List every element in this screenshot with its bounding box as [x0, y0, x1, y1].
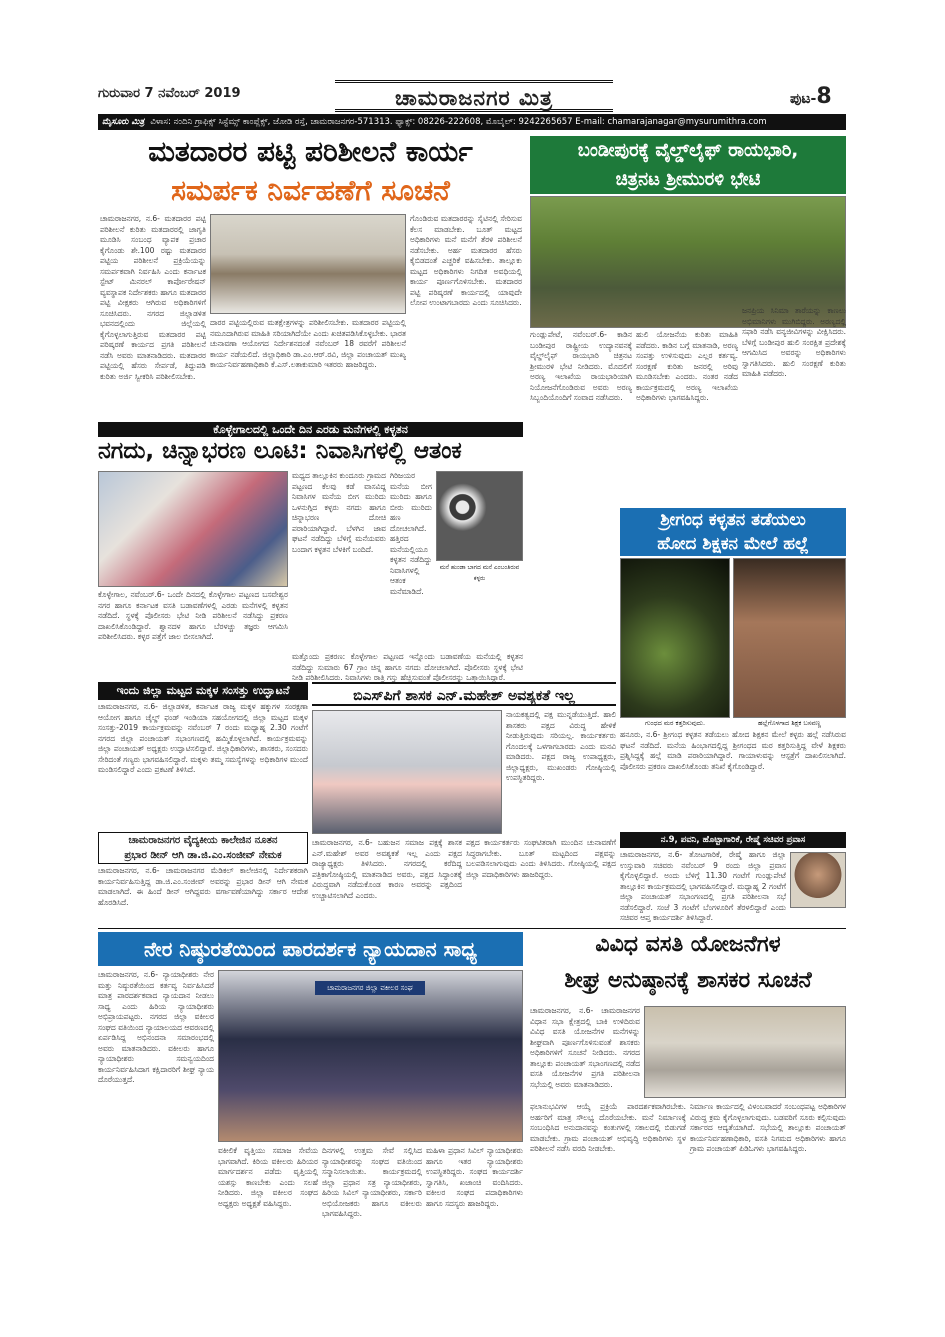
info-bar-brand: ಮೈಸೂರು ಮಿತ್ರ	[102, 117, 145, 127]
article2-headline2: ಚಿತ್ರನಟ ಶ್ರೀಮುರಳಿ ಭೇಟಿ	[530, 166, 846, 194]
article7-body2: ಪಕ್ಷದ ಕಾರ್ಯಕರ್ತರು ಸಂಘಟಿತರಾಗಿ ಮುಂದಿನ ಚುನಾವಣೆಗೆ ಸಿದ್ಧರಾಗಬೇಕು. ಬೂತ್ ಮಟ್ಟದಿಂದ ಪಕ್ಷವನ್ನು ಬಲಪಡಿಸಲಾಗುವುದು ಎಂದು ತಿಳಿಸಿದರು. ಗೋಷ್ಠಿಯಲ್ಲಿ ಪಕ್ಷದ ಜಿಲ್ಲಾ ಪದಾಧಿಕಾರಿಗಳು ಹಾಜರಿದ್ದರು.	[466, 838, 616, 879]
article2-body3: ಜನಪ್ರಿಯ ಸಿನಿಮಾ ತಾರೆಯನ್ನು ಕಾಣಲು ಅಭಿಮಾನಿಗಳು ಮುಗಿಬಿದ್ದರು. ಅರಣ್ಯದಲ್ಲಿ ಸಫಾರಿ ನಡೆಸಿ ವನ್ಯಜೀವಿಗಳನ್ನು ವೀಕ್ಷಿಸಿದರು. ಬೆಳಿಗ್ಗೆ ಬಂಡೀಪುರ ಹುಲಿ ಸಂರಕ್ಷಿತ ಪ್ರದೇಶಕ್ಕೆ ಆಗಮಿಸಿದ ಅವರನ್ನು ಅಧಿಕಾರಿಗಳು ಸ್ವಾಗತಿಸಿದರು. ಹುಲಿ ಸಂರಕ್ಷಣೆ ಕುರಿತು ಮಾಹಿತಿ ಪಡೆದರು.	[742, 306, 846, 378]
page-number-label	[790, 84, 832, 109]
page-number: 8	[816, 84, 832, 109]
article4-body: ಹನೂರು, ನ.6- ಶ್ರೀಗಂಧ ಕಳ್ಳತನ ತಡೆಯಲು ಹೋದ ಶಿಕ್ಷಕನ ಮೇಲೆ ಕಳ್ಳರು ಹಲ್ಲೆ ನಡೆಸಿರುವ ಘಟನೆ ನಡೆದಿದೆ. ಮನೆಯ ಹಿಂಭಾಗದಲ್ಲಿದ್ದ ಶ್ರೀಗಂಧದ ಮರ ಕತ್ತರಿಸುತ್ತಿದ್ದ ವೇಳೆ ಶಿಕ್ಷಕರು ಪ್ರಶ್ನಿಸಿದ್ದಕ್ಕೆ ಹಲ್ಲೆ ಮಾಡಿ ಪರಾರಿಯಾಗಿದ್ದಾರೆ. ಗಾಯಾಳುವನ್ನು ಆಸ್ಪತ್ರೆಗೆ ದಾಖಲಿಸಲಾಗಿದೆ. ಪೊಲೀಸರು ಪ್ರಕರಣ ದಾಖಲಿಸಿಕೊಂಡು ತನಿಖೆ ಕೈಗೊಂಡಿದ್ದಾರೆ.	[620, 730, 846, 771]
article1-headline2: ಸಮರ್ಪಕ ನಿರ್ವಹಣೆಗೆ ಸೂಚನೆ	[171, 174, 450, 207]
article4-headline1: ಶ್ರೀಗಂಧ ಕಳ್ಳತನ ತಡೆಯಲು	[660, 510, 806, 530]
article3-photo-room	[98, 471, 288, 587]
article4-headline	[620, 508, 846, 556]
article6-body: ಚಾಮರಾಜನಗರ, ನ.6- ಚಾಮರಾಜನಗರ ಮೆಡಿಕಲ್ ಕಾಲೇಜಿನಲ್ಲಿ ನಿರ್ದೇಶಕರಾಗಿ ಕಾರ್ಯನಿರ್ವಹಿಸುತ್ತಿದ್ದ ಡಾ.ಜಿ.ಎಂ.ಸಂಜೀವ್ ಅವರನ್ನು ಪ್ರಭಾರ ಡೀನ್ ಆಗಿ ನೇಮಕ ಮಾಡಲಾಗಿದೆ. ಈ ಹಿಂದೆ ಡೀನ್ ಆಗಿದ್ದವರು ವರ್ಗಾವಣೆಯಾಗಿದ್ದು ಸರ್ಕಾರ ಆದೇಶ ಹೊರಡಿಸಿದೆ.	[98, 866, 308, 907]
article3-body1: ಮಧ್ಯದ ತಾಲ್ಲೂಕಿನ ಕುಂದೂರು ಗ್ರಾಮದ ಪಟ್ಟಣದ ಕೆಲವು ಕಡೆ ವಾಸವಿದ್ದ ನಿವಾಸಿಗಳ ಮನೆಯ ಬೀಗ ಮುರಿದು ಒಳನುಗ್ಗಿದ ಕಳ್ಳರು ನಗದು ಹಾಗೂ ಚಿನ್ನಾಭರಣ ದೋಚಿ ಪರಾರಿಯಾಗಿದ್ದಾರೆ. ಬೆಳಗಿನ ಜಾವ ಘಟನೆ ನಡೆದಿದ್ದು ಬೆಳಿಗ್ಗೆ ಮನೆಯವರು ಬಂದಾಗ ಕಳ್ಳತನ ಬೆಳಕಿಗೆ ಬಂದಿದೆ.	[292, 471, 386, 554]
article2-headline1: ಬಂಡೀಪುರಕ್ಕೆ ವೈಲ್ಡ್‌ಲೈಫ್ ರಾಯಭಾರಿ,	[530, 136, 846, 166]
article3-headline: ನಗದು, ಚಿನ್ನಾಭರಣ ಲೂಟಿ: ನಿವಾಸಿಗಳಲ್ಲಿ ಆತಂಕ	[98, 438, 462, 464]
article9-stage-banner: ಚಾಮರಾಜನಗರ ಜಿಲ್ಲಾ ವಕೀಲರ ಸಂಘ	[315, 981, 425, 995]
page-label: ಪುಟ-	[790, 91, 817, 107]
info-bar-text: ವಿಳಾಸ: ನಂದಿನಿ ಗ್ರಾಫಿಕ್ಸ್ ಸಿಸ್ಟೆಮ್ಸ್ ಕಾಂಪ್ಲೆಕ್ಸ್, ಜೋಡಿ ರಸ್ತೆ, ಚಾಮರಾಜನಗರ-571313. ಫ್ಯಾಕ್ಸ್: 08226-222608, ಮೊಬೈಲ್: 9242265657 E-mail: chamarajanagar@mysurumithra.com	[150, 117, 767, 127]
article9-body2: ವಕೀಲಿಕೆ ವೃತ್ತಿಯು ಸಮಾಜ ಸೇವೆಯ ಭಾಗವಾಗಿದೆ. ಕಿರಿಯ ವಕೀಲರು ಹಿರಿಯರ ಮಾರ್ಗದರ್ಶನ ಪಡೆದು ವೃತ್ತಿಯಲ್ಲಿ ಯಶಸ್ಸು ಕಾಣಬೇಕು ಎಂದು ಸಲಹೆ ನೀಡಿದರು. ಜಿಲ್ಲಾ ವಕೀಲರ ಸಂಘದ ಅಧ್ಯಕ್ಷರು ಅಧ್ಯಕ್ಷತೆ ವಹಿಸಿದ್ದರು.	[218, 1146, 318, 1208]
article1-body-mid: ಗೊಂಡಿರುವ ಮತದಾರರನ್ನು ಸೈಟಿನಲ್ಲಿ ಸೇರಿಸುವ ಕೆಲಸ ಮಾಡಬೇಕು. ಬೂತ್ ಮಟ್ಟದ ಅಧಿಕಾರಿಗಳು ಮನೆ ಮನೆಗೆ ತೆರಳಿ ಪರಿಶೀಲನೆ ನಡೆಸಬೇಕು. ಅರ್ಹ ಮತದಾರರ ಹೆಸರು ಕೈಬಿಡದಂತೆ ಎಚ್ಚರಿಕೆ ವಹಿಸಬೇಕು. ತಾಲ್ಲೂಕು ಮಟ್ಟದ ಅಧಿಕಾರಿಗಳು ನಿಗದಿತ ಅವಧಿಯಲ್ಲಿ ಕಾರ್ಯ ಪೂರ್ಣಗೊಳಿಸಬೇಕು. ಮತದಾರರ ಪಟ್ಟಿ ಪರಿಷ್ಕರಣೆ ಕಾರ್ಯದಲ್ಲಿ ಯಾವುದೇ ಲೋಪ ಉಂಟಾಗಬಾರದು ಎಂದು ಸೂಚಿಸಿದರು.	[410, 214, 522, 307]
article9-body3: ದಿನಗಳಲ್ಲಿ ಉತ್ತಮ ಸೇವೆ ಸಲ್ಲಿಸಿದ ನ್ಯಾಯಾಧೀಶರನ್ನು ಸಂಘದ ವತಿಯಿಂದ ಸನ್ಮಾನಿಸಲಾಯಿತು. ಕಾರ್ಯಕ್ರಮದಲ್ಲಿ ಜಿಲ್ಲಾ ಪ್ರಧಾನ ಸತ್ರ ನ್ಯಾಯಾಧೀಶರು, ಹಿರಿಯ ಸಿವಿಲ್ ನ್ಯಾಯಾಧೀಶರು, ಸರ್ಕಾರಿ ಅಭಿಯೋಜಕರು ಹಾಗೂ ವಕೀಲರು ಭಾಗವಹಿಸಿದ್ದರು.	[322, 1146, 422, 1218]
article2-body2: ಹುಲಿ ಯೋಜನೆಯ ಕುರಿತು ಮಾಹಿತಿ ಪಡೆದರು. ಕಾಡಿನ ಬಗ್ಗೆ ಮಾತನಾಡಿ, ಅರಣ್ಯ ಸಂಪತ್ತು ಉಳಿಸುವುದು ಎಲ್ಲರ ಕರ್ತವ್ಯ. ಸಂರಕ್ಷಣೆ ಕುರಿತು ಜನರಲ್ಲಿ ಅರಿವು ಮೂಡಿಸಬೇಕು ಎಂದರು. ನಂತರ ನಡೆದ ಕಾರ್ಯಕ್ರಮದಲ್ಲಿ ಅರಣ್ಯ ಇಲಾಖೆಯ ಅಧಿಕಾರಿಗಳು ಭಾಗವಹಿಸಿದ್ದರು.	[636, 330, 738, 402]
article10-body2: ನಿರ್ಮಾಣ ಕಾರ್ಯದಲ್ಲಿ ವಿಳಂಬವಾದರೆ ಸಂಬಂಧಪಟ್ಟ ಅಧಿಕಾರಿಗಳ ವಿರುದ್ಧ ಕ್ರಮ ಕೈಗೊಳ್ಳಲಾಗುವುದು. ಬಡವರಿಗೆ ಸೂರು ಕಲ್ಪಿಸುವುದು ಸರ್ಕಾರದ ಆದ್ಯತೆಯಾಗಿದೆ. ಸಭೆಯಲ್ಲಿ ತಾಲ್ಲೂಕು ಪಂಚಾಯತ್ ಕಾರ್ಯನಿರ್ವಹಣಾಧಿಕಾರಿ, ವಸತಿ ನಿಗಮದ ಅಧಿಕಾರಿಗಳು ಹಾಗೂ ಗ್ರಾಮ ಪಂಚಾಯತ್ ಪಿಡಿಓಗಳು ಭಾಗವಹಿಸಿದ್ದರು.	[690, 1102, 846, 1153]
issue-date: ಗುರುವಾರ 7 ನವೆಂಬರ್ 2019	[98, 86, 241, 101]
article4-caption-right: ಹಲ್ಲೆಗೊಳಗಾದ ಶಿಕ್ಷಕ ಬಸವಣ್ಣ	[733, 718, 846, 728]
article3-body4: ಮತ್ತೊಂದು ಪ್ರಕರಣ: ಕೊಳ್ಳೇಗಾಲ ಪಟ್ಟಣದ ಇನ್ನೊಂದು ಬಡಾವಣೆಯ ಮನೆಯಲ್ಲಿ ಕಳ್ಳತನ ನಡೆದಿದ್ದು ಸುಮಾರು 67 ಗ್ರಾಂ ಚಿನ್ನ ಹಾಗೂ ನಗದು ದೋಚಲಾಗಿದೆ. ಪೊಲೀಸರು ಸ್ಥಳಕ್ಕೆ ಭೇಟಿ ನೀಡಿ ಪರಿಶೀಲಿಸಿದರು. ನಿವಾಸಿಗಳು ರಾತ್ರಿ ಗಸ್ತು ಹೆಚ್ಚಿಸುವಂತೆ ಪೊಲೀಸರನ್ನು ಒತ್ತಾಯಿಸಿದ್ದಾರೆ.	[292, 652, 523, 682]
article3-photo-cloth	[436, 471, 523, 561]
article6-headline1: ಚಾಮರಾಜನಗರ ವೈದ್ಯಕೀಯ ಕಾಲೇಜಿನ ನೂತನ	[128, 835, 278, 846]
article7-photo-press	[312, 710, 502, 834]
article1-photo-meeting	[210, 214, 406, 314]
article6-headline	[98, 832, 308, 864]
article4-photo-tree	[620, 558, 730, 718]
article3-body2: ಗಿರಿಜಯರ ಮನೆಯ ಬೀಗ ಮುರಿದು ಹಾಗೂ ಬೀರು ಮುರಿದು ಹಣ ದೋಚಲಾಗಿದೆ. ಹತ್ತಿರದ ಮನೆಯಲ್ಲಿಯೂ ಕಳ್ಳತನ ನಡೆದಿದ್ದು ನಿವಾಸಿಗಳಲ್ಲಿ ಆತಂಕ ಮನೆಮಾಡಿದೆ.	[390, 471, 432, 596]
article1-body-left: ಚಾಮರಾಜನಗರ, ನ.6- ಮತದಾರರ ಪಟ್ಟಿ ಪರಿಶೀಲನೆ ಕುರಿತು ಮತದಾರರಲ್ಲಿ ಜಾಗೃತಿ ಮೂಡಿಸಿ ಸಂಬಂಧ ವ್ಯಾಪಕ ಪ್ರಚಾರ ಕೈಗೊಂಡು ಶೇ.100 ರಷ್ಟು ಮತದಾರರ ಪಟ್ಟಿಯ ಪರಿಶೀಲನೆ ಪ್ರಕ್ರಿಯೆಯನ್ನು ಸಮರ್ಪಕವಾಗಿ ನಿರ್ವಹಿಸಿ ಎಂದು ಕರ್ನಾಟಕ ಸ್ಟೇಟ್ ಮಿನರಲ್ ಕಾರ್ಪೋರೇಷನ್ ವ್ಯವಸ್ಥಾಪಕ ನಿರ್ದೇಶಕರು ಹಾಗೂ ಮತದಾರರ ಪಟ್ಟಿ ವೀಕ್ಷಕರು ಆಗಿರುವ ಅಧಿಕಾರಿಗಳಿಗೆ ಸೂಚಿಸಿದರು. ನಗರದ ಜಿಲ್ಲಾಡಳಿತ ಭವನದಲ್ಲಿಂದು ಜಿಲ್ಲೆಯಲ್ಲಿ ಕೈಗೊಳ್ಳಲಾಗುತ್ತಿರುವ ಮತದಾರರ ಪಟ್ಟಿ ಪರಿಷ್ಕರಣೆ ಕಾರ್ಯದ ಪ್ರಗತಿ ಪರಿಶೀಲನೆ ನಡೆಸಿ ಅವರು ಮಾತನಾಡಿದರು. ಮತದಾರರ ಪಟ್ಟಿಯಲ್ಲಿ ಹೆಸರು ಸೇರ್ಪಡೆ, ತಿದ್ದುಪಡಿ ಕುರಿತು ಅರ್ಜಿ ಸ್ವೀಕರಿಸಿ ಪರಿಶೀಲಿಸಬೇಕು.	[100, 214, 206, 381]
article3-kicker: ಕೊಳ್ಳೇಗಾಲದಲ್ಲಿ ಒಂದೇ ದಿನ ಎರಡು ಮನೆಗಳಲ್ಲಿ ಕಳ್ಳತನ	[98, 422, 523, 437]
article4-headline2: ಹೋದ ಶಿಕ್ಷಕನ ಮೇಲೆ ಹಲ್ಲೆ	[657, 534, 809, 554]
article6-headline2: ಪ್ರಭಾರ ಡೀನ್ ಆಗಿ ಡಾ.ಜಿ.ಎಂ.ಸಂಜೀವ್ ನೇಮಕ	[124, 850, 282, 861]
article5-body: ಚಾಮರಾಜನಗರ, ನ.6- ಜಿಲ್ಲಾಡಳಿತ, ಕರ್ನಾಟಕ ರಾಜ್ಯ ಮಕ್ಕಳ ಹಕ್ಕುಗಳ ಸಂರಕ್ಷಣಾ ಆಯೋಗ ಹಾಗೂ ಚೈಲ್ಡ್ ಫಂಡ್ ಇಂಡಿಯಾ ಸಹಯೋಗದಲ್ಲಿ ಜಿಲ್ಲಾ ಮಟ್ಟದ ಮಕ್ಕಳ ಸಂಸತ್ತು-2019 ಕಾರ್ಯಕ್ರಮವನ್ನು ನವೆಂಬರ್ 7 ರಂದು ಮಧ್ಯಾಹ್ನ 2.30 ಗಂಟೆಗೆ ನಗರದ ಜಿಲ್ಲಾ ಪಂಚಾಯತ್ ಸಭಾಂಗಣದಲ್ಲಿ ಹಮ್ಮಿಕೊಳ್ಳಲಾಗಿದೆ. ಕಾರ್ಯಕ್ರಮವನ್ನು ಜಿಲ್ಲಾ ಪಂಚಾಯತ್ ಅಧ್ಯಕ್ಷರು ಉದ್ಘಾಟಿಸಲಿದ್ದಾರೆ. ಜಿಲ್ಲಾಧಿಕಾರಿಗಳು, ಶಾಸಕರು, ಸಂಸದರು ಸೇರಿದಂತೆ ಗಣ್ಯರು ಭಾಗವಹಿಸಲಿದ್ದಾರೆ. ಮಕ್ಕಳು ತಮ್ಮ ಸಮಸ್ಯೆಗಳನ್ನು ಅಧಿಕಾರಿಗಳ ಮುಂದೆ ಮಂಡಿಸಲಿದ್ದಾರೆ ಎಂದು ಪ್ರಕಟಣೆ ತಿಳಿಸಿದೆ.	[98, 702, 308, 774]
article8-headline: ನ.9, ಪವನಿ, ಹೊಟ್ಟಾಗಾರಿಕೆ, ರೇಷ್ಮೆ ಸಚಿವರ ಪ್ರವಾಸ	[620, 832, 846, 848]
article9-headline: ನೇರ ನಿಷ್ಠುರತೆಯಿಂದ ಪಾರದರ್ಶಕ ನ್ಯಾಯದಾನ ಸಾಧ್ಯ	[98, 932, 523, 966]
article7-body3: ನಾಯಕತ್ವದಲ್ಲಿ ಪಕ್ಷ ಮುನ್ನಡೆಯುತ್ತಿದೆ. ಹಾಲಿ ಶಾಸಕರು ಪಕ್ಷದ ವಿರುದ್ಧ ಹೇಳಿಕೆ ನೀಡುತ್ತಿರುವುದು ಸರಿಯಲ್ಲ. ಕಾರ್ಯಕರ್ತರು ಗೊಂದಲಕ್ಕೆ ಒಳಗಾಗಬಾರದು ಎಂದು ಮನವಿ ಮಾಡಿದರು. ಪಕ್ಷದ ರಾಜ್ಯ ಉಪಾಧ್ಯಕ್ಷರು, ಜಿಲ್ಲಾಧ್ಯಕ್ಷರು, ಮುಖಂಡರು ಗೋಷ್ಠಿಯಲ್ಲಿ ಉಪಸ್ಥಿತರಿದ್ದರು.	[506, 710, 616, 782]
article4-photo-teacher	[733, 558, 846, 718]
article10-headline1: ವಿವಿಧ ವಸತಿ ಯೋಜನೆಗಳ	[595, 932, 781, 957]
article1-headline1: ಮತದಾರರ ಪಟ್ಟಿ ಪರಿಶೀಲನೆ ಕಾರ್ಯ	[148, 135, 473, 168]
article8-body: ಚಾಮರಾಜನಗರ, ನ.6- ತೋಟಗಾರಿಕೆ, ರೇಷ್ಮೆ ಹಾಗೂ ಜಿಲ್ಲಾ ಉಸ್ತುವಾರಿ ಸಚಿವರು ನವೆಂಬರ್ 9 ರಂದು ಜಿಲ್ಲಾ ಪ್ರವಾಸ ಕೈಗೊಳ್ಳಲಿದ್ದಾರೆ. ಅಂದು ಬೆಳಿಗ್ಗೆ 11.30 ಗಂಟೆಗೆ ಗುಂಡ್ಲುಪೇಟೆ ತಾಲ್ಲೂಕಿನ ಕಾರ್ಯಕ್ರಮದಲ್ಲಿ ಭಾಗವಹಿಸಲಿದ್ದಾರೆ. ಮಧ್ಯಾಹ್ನ 2 ಗಂಟೆಗೆ ಜಿಲ್ಲಾ ಪಂಚಾಯತ್ ಸಭಾಂಗಣದಲ್ಲಿ ಪ್ರಗತಿ ಪರಿಶೀಲನಾ ಸಭೆ ನಡೆಸಲಿದ್ದಾರೆ. ಸಂಜೆ 3 ಗಂಟೆಗೆ ಬೆಂಗಳೂರಿಗೆ ತೆರಳಲಿದ್ದಾರೆ ಎಂದು ಸಚಿವರ ಆಪ್ತ ಕಾರ್ಯದರ್ಶಿ ತಿಳಿಸಿದ್ದಾರೆ.	[620, 850, 786, 922]
article10-body1: ಫಲಾನುಭವಿಗಳ ಆಯ್ಕೆ ಪ್ರಕ್ರಿಯೆ ಪಾರದರ್ಶಕವಾಗಿರಬೇಕು. ಅರ್ಹರಿಗೆ ಮಾತ್ರ ಸೌಲಭ್ಯ ದೊರೆಯಬೇಕು. ಮನೆ ನಿರ್ಮಾಣಕ್ಕೆ ಸಂಬಂಧಿಸಿದ ಅನುದಾನವನ್ನು ಕಂತುಗಳಲ್ಲಿ ಸಕಾಲದಲ್ಲಿ ಬಿಡುಗಡೆ ಮಾಡಬೇಕು. ಗ್ರಾಮ ಪಂಚಾಯತ್ ಅಭಿವೃದ್ಧಿ ಅಧಿಕಾರಿಗಳು ಸ್ಥಳ ಪರಿಶೀಲನೆ ನಡೆಸಿ ವರದಿ ನೀಡಬೇಕು.	[530, 1102, 686, 1153]
article10-body-top: ಚಾಮರಾಜನಗರ, ನ.6- ಚಾಮರಾಜನಗರ ವಿಧಾನ ಸಭಾ ಕ್ಷೇತ್ರದಲ್ಲಿ ಬಾಕಿ ಉಳಿದಿರುವ ವಿವಿಧ ವಸತಿ ಯೋಜನೆಗಳ ಮನೆಗಳನ್ನು ಶೀಘ್ರವಾಗಿ ಪೂರ್ಣಗೊಳಿಸುವಂತೆ ಶಾಸಕರು ಅಧಿಕಾರಿಗಳಿಗೆ ಸೂಚನೆ ನೀಡಿದರು. ನಗರದ ತಾಲ್ಲೂಕು ಪಂಚಾಯತ್ ಸಭಾಂಗಣದಲ್ಲಿ ನಡೆದ ವಸತಿ ಯೋಜನೆಗಳ ಪ್ರಗತಿ ಪರಿಶೀಲನಾ ಸಭೆಯಲ್ಲಿ ಅವರು ಮಾತನಾಡಿದರು.	[530, 1006, 640, 1089]
article7-body1: ಚಾಮರಾಜನಗರ, ನ.6- ಬಹುಜನ ಸಮಾಜ ಪಕ್ಷಕ್ಕೆ ಶಾಸಕ ಎನ್.ಮಹೇಶ್ ಅವರ ಅವಶ್ಯಕತೆ ಇಲ್ಲ ಎಂದು ಪಕ್ಷದ ರಾಜ್ಯಾಧ್ಯಕ್ಷರು ತಿಳಿಸಿದರು. ನಗರದಲ್ಲಿ ಕರೆದಿದ್ದ ಪತ್ರಿಕಾಗೋಷ್ಠಿಯಲ್ಲಿ ಮಾತನಾಡಿದ ಅವರು, ಪಕ್ಷದ ಸಿದ್ಧಾಂತಕ್ಕೆ ವಿರುದ್ಧವಾಗಿ ನಡೆದುಕೊಂಡ ಕಾರಣ ಅವರನ್ನು ಪಕ್ಷದಿಂದ ಉಚ್ಚಾಟಿಸಲಾಗಿದೆ ಎಂದರು.	[312, 838, 462, 900]
info-bar	[98, 114, 846, 130]
article1-body-bottom: ದಾರರ ಪಟ್ಟಿಯಲ್ಲಿರುವ ಮತಕ್ಷೇತ್ರಗಳನ್ನು ಪರಿಶೀಲಿಸಬೇಕು. ಮತದಾರರ ಪಟ್ಟಿಯಲ್ಲಿ ನಮೂದಾಗಿರುವ ಮಾಹಿತಿ ಸರಿಯಾಗಿದೆಯೇ ಎಂದು ಖಚಿತಪಡಿಸಿಕೊಳ್ಳಬೇಕು. ಭಾರತ ಚುನಾವಣಾ ಆಯೋಗದ ನಿರ್ದೇಶನದಂತೆ ನವೆಂಬರ್ 18 ರವರೆಗೆ ಪರಿಶೀಲನೆ ಕಾರ್ಯ ನಡೆಯಲಿದೆ. ಜಿಲ್ಲಾಧಿಕಾರಿ ಡಾ.ಎಂ.ಆರ್.ರವಿ, ಜಿಲ್ಲಾ ಪಂಚಾಯತ್ ಮುಖ್ಯ ಕಾರ್ಯನಿರ್ವಹಣಾಧಿಕಾರಿ ಕೆ.ಎಸ್.ಲತಾಕುಮಾರಿ ಇತರರು ಹಾಜರಿದ್ದರು.	[210, 318, 406, 369]
article3-photo-caption: ಮನೆ ಹುಂಡಾ ಬಾಗದ ಮನೆ ಎಂಬಂತಿರುವ ಕಳ್ಳರು	[436, 562, 523, 573]
article7-headline: ಬಿಎಸ್‌ಪಿಗೆ ಶಾಸಕ ಎನ್.ಮಹೇಶ್ ಅವಶ್ಯಕತೆ ಇಲ್ಲ	[312, 682, 616, 706]
article4-caption-left: ಗುಂಧದ ಮರ ಕತ್ತರಿಸುವುದು.	[620, 718, 730, 728]
article10-headline2: ಶೀಘ್ರ ಅನುಷ್ಠಾನಕ್ಕೆ ಶಾಸಕರ ಸೂಚನೆ	[564, 968, 812, 993]
article9-photo-felicitation	[218, 970, 523, 1142]
section-divider	[98, 928, 846, 929]
masthead: ಚಾಮರಾಜನಗರ ಮಿತ್ರ	[335, 80, 613, 112]
article9-body1: ಚಾಮರಾಜನಗರ, ನ.6- ನ್ಯಾಯಾಧೀಶರು ನೇರ ಮತ್ತು ನಿಷ್ಠುರತೆಯಿಂದ ಕರ್ತವ್ಯ ನಿರ್ವಹಿಸಿದರೆ ಮಾತ್ರ ಪಾರದರ್ಶಕವಾದ ನ್ಯಾಯದಾನ ನೀಡಲು ಸಾಧ್ಯ ಎಂದು ಹಿರಿಯ ನ್ಯಾಯಾಧೀಶರು ಅಭಿಪ್ರಾಯಪಟ್ಟರು. ನಗರದ ಜಿಲ್ಲಾ ವಕೀಲರ ಸಂಘದ ವತಿಯಿಂದ ನ್ಯಾಯಾಲಯದ ಆವರಣದಲ್ಲಿ ಏರ್ಪಡಿಸಿದ್ದ ಅಭಿನಂದನಾ ಸಮಾರಂಭದಲ್ಲಿ ಅವರು ಮಾತನಾಡಿದರು. ವಕೀಲರು ಹಾಗೂ ನ್ಯಾಯಾಧೀಶರು ಸಮನ್ವಯದಿಂದ ಕಾರ್ಯನಿರ್ವಹಿಸಿದಾಗ ಕಕ್ಷಿದಾರರಿಗೆ ಶೀಘ್ರ ನ್ಯಾಯ ದೊರೆಯುತ್ತದೆ.	[98, 970, 214, 1084]
article2-body1: ಗುಂಡ್ಲುಪೇಟೆ, ನವೆಂಬರ್.6- ಕಾಡಿನ ಬಂಡೀಪುರ ರಾಷ್ಟ್ರೀಯ ಉದ್ಯಾನವನಕ್ಕೆ ವೈಲ್ಡ್‌ಲೈಫ್ ರಾಯಭಾರಿ ಚಿತ್ರನಟ ಶ್ರೀಮುರಳಿ ಭೇಟಿ ನೀಡಿದರು. ಮೊದಲಿಗೆ ಅರಣ್ಯ ಇಲಾಖೆಯ ರಾಯಭಾರಿಯಾಗಿ ನಿಯೋಜನೆಗೊಂಡಿರುವ ಅವರು ಅರಣ್ಯ ಸಿಬ್ಬಂದಿಯೊಂದಿಗೆ ಸಂವಾದ ನಡೆಸಿದರು.	[530, 330, 632, 402]
article9-body4: ಮಹಿಳಾ ಪ್ರಧಾನ ಸಿವಿಲ್ ನ್ಯಾಯಾಧೀಶರು ಹಾಗೂ ಇತರ ನ್ಯಾಯಾಧೀಶರು ಉಪಸ್ಥಿತರಿದ್ದರು. ಸಂಘದ ಕಾರ್ಯದರ್ಶಿ ಸ್ವಾಗತಿಸಿ, ಖಜಾಂಚಿ ವಂದಿಸಿದರು. ವಕೀಲರ ಸಂಘದ ಪದಾಧಿಕಾರಿಗಳು ಹಾಗೂ ಸದಸ್ಯರು ಹಾಜರಿದ್ದರು.	[426, 1146, 523, 1208]
article5-headline: ಇಂದು ಜಿಲ್ಲಾ ಮಟ್ಟದ ಮಕ್ಕಳ ಸಂಸತ್ತು ಉದ್ಘಾಟನೆ	[98, 682, 308, 700]
article8-photo-minister	[790, 852, 846, 908]
article3-body3: ಕೊಳ್ಳೇಗಾಲ, ನವೆಂಬರ್.6- ಒಂದೇ ದಿನದಲ್ಲಿ ಕೊಳ್ಳೇಗಾಲ ಪಟ್ಟಣದ ಬಸವೇಶ್ವರ ನಗರ ಹಾಗೂ ಕರ್ನಾಟಕ ವಸತಿ ಬಡಾವಣೆಗಳಲ್ಲಿ ಎರಡು ಮನೆಗಳಲ್ಲಿ ಕಳ್ಳತನ ನಡೆದಿದೆ. ಸ್ಥಳಕ್ಕೆ ಪೊಲೀಸರು ಭೇಟಿ ನೀಡಿ ಪರಿಶೀಲನೆ ನಡೆಸಿದ್ದು ಪ್ರಕರಣ ದಾಖಲಿಸಿಕೊಂಡಿದ್ದಾರೆ. ಶ್ವಾನದಳ ಹಾಗೂ ಬೆರಳಚ್ಚು ತಜ್ಞರು ಆಗಮಿಸಿ ಪರಿಶೀಲಿಸಿದರು. ಕಳ್ಳರ ಪತ್ತೆಗೆ ಜಾಲ ಬೀಸಲಾಗಿದೆ.	[98, 590, 288, 641]
article10-photo-meeting	[644, 1006, 846, 1098]
